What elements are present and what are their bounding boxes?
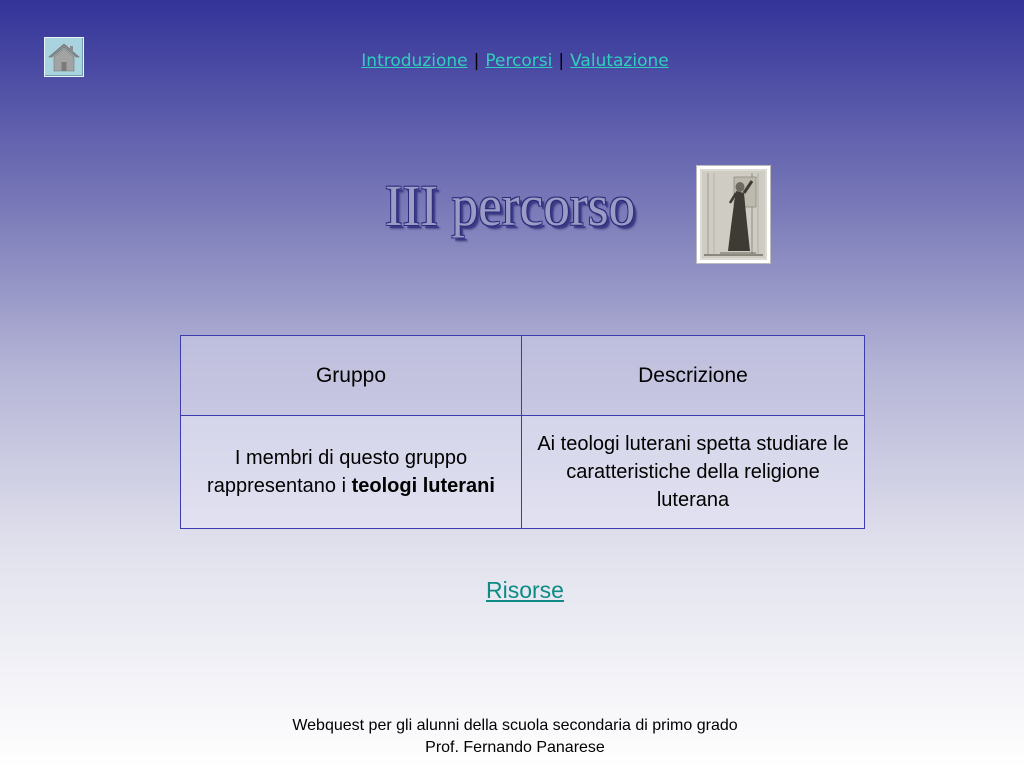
nav-link-introduzione[interactable]: Introduzione — [361, 51, 468, 71]
cell-gruppo-text: I membri di questo gruppo rappresentano i — [207, 447, 468, 497]
cell-gruppo — [181, 416, 522, 529]
table-row — [181, 416, 865, 529]
luther-engraving-image — [700, 169, 767, 260]
groups-table — [180, 335, 865, 529]
cell-descrizione: Ai teologi luterani spetta studiare le caratteristiche della religione luterana — [522, 416, 865, 529]
nav-separator: | — [473, 51, 480, 71]
footer — [0, 715, 1024, 759]
top-navigation — [0, 51, 1024, 71]
footer-line-author: Prof. Fernando Panarese — [425, 739, 605, 756]
nav-link-percorsi[interactable]: Percorsi — [485, 51, 553, 71]
cell-gruppo-bold: teologi luterani — [351, 475, 495, 497]
column-header-gruppo: Gruppo — [181, 336, 522, 416]
resources-section — [0, 577, 1024, 604]
nav-separator: | — [558, 51, 565, 71]
footer-line-school: Webquest per gli alunni della scuola secondaria di primo grado — [292, 717, 738, 734]
table-header-row — [181, 336, 865, 416]
nav-link-valutazione[interactable]: Valutazione — [570, 51, 669, 71]
portrait-image — [697, 166, 770, 263]
groups-table-container — [180, 335, 865, 529]
column-header-descrizione: Descrizione — [522, 336, 865, 416]
resources-link[interactable]: Risorse — [486, 577, 564, 603]
page-title: III percorso — [384, 173, 636, 238]
